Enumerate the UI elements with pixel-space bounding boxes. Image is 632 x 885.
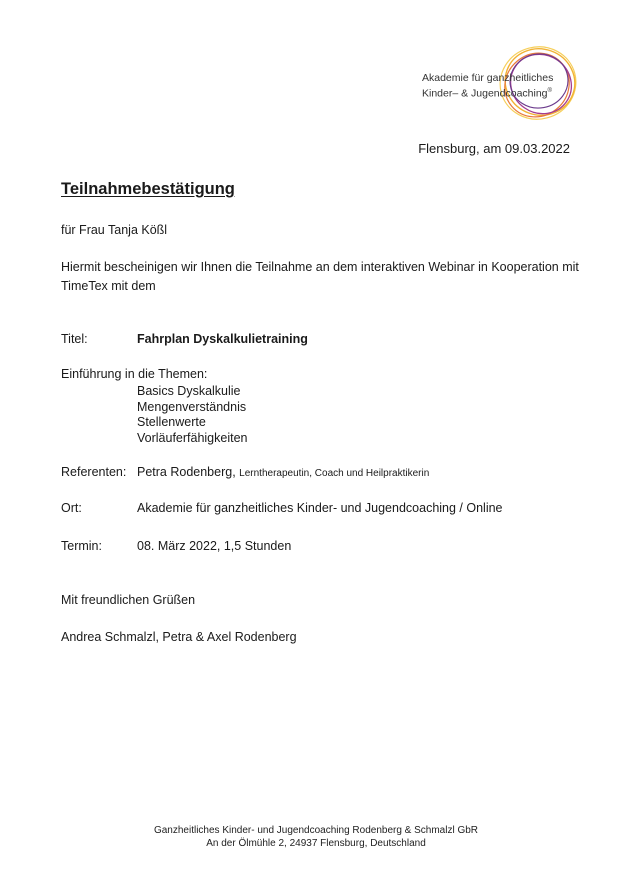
topics-label: Einführung in die Themen: <box>61 367 208 381</box>
ort-value: Akademie für ganzheitliches Kinder- und Jugendcoaching / Online <box>137 501 503 515</box>
signers: Andrea Schmalzl, Petra & Axel Rodenberg <box>61 630 297 644</box>
referenten-name: Petra Rodenberg, <box>137 465 236 479</box>
footer-line-2: An der Ölmühle 2, 24937 Flensburg, Deutschland <box>206 838 426 849</box>
registered-mark: ® <box>547 88 552 94</box>
academy-logo <box>408 42 580 124</box>
referenten-label: Referenten: <box>61 465 127 479</box>
titel-value: Fahrplan Dyskalkulietraining <box>137 332 308 346</box>
footer-line-1: Ganzheitliches Kinder- und Jugendcoaching Rodenberg & Schmalzl GbR <box>153 825 479 836</box>
titel-label: Titel: <box>61 332 88 346</box>
termin-label: Termin: <box>61 539 102 553</box>
place-date: Flensburg, am 09.03.2022 <box>418 141 570 156</box>
logo-text <box>422 72 553 101</box>
logo-line-1: Akademie für ganzheitliches <box>422 72 554 84</box>
topic-item: Vorläuferfähigkeiten <box>137 431 248 446</box>
referenten-value <box>137 465 429 479</box>
topic-item: Basics Dyskalkulie <box>137 384 241 398</box>
topic-item: Stellenwerte <box>137 415 206 430</box>
termin-value: 08. März 2022, 1,5 Stunden <box>137 539 292 553</box>
referenten-role: Lerntherapeutin, Coach und Heilpraktikerin <box>239 468 430 479</box>
logo-line-2: Kinder– & Jugendcoaching® <box>422 87 552 100</box>
topics-list <box>137 384 248 447</box>
footer <box>0 824 632 850</box>
intro-text: Hiermit bescheinigen wir Ihnen die Teilnahme an dem interaktiven Webinar in Kooperation mit TimeTex mit dem <box>61 260 579 293</box>
document-title: Teilnahmebestätigung <box>61 180 235 198</box>
topic-item: Mengenverständnis <box>137 399 247 414</box>
closing: Mit freundlichen Grüßen <box>61 593 196 607</box>
recipient: für Frau Tanja Kößl <box>61 223 168 237</box>
ort-label: Ort: <box>61 501 82 515</box>
